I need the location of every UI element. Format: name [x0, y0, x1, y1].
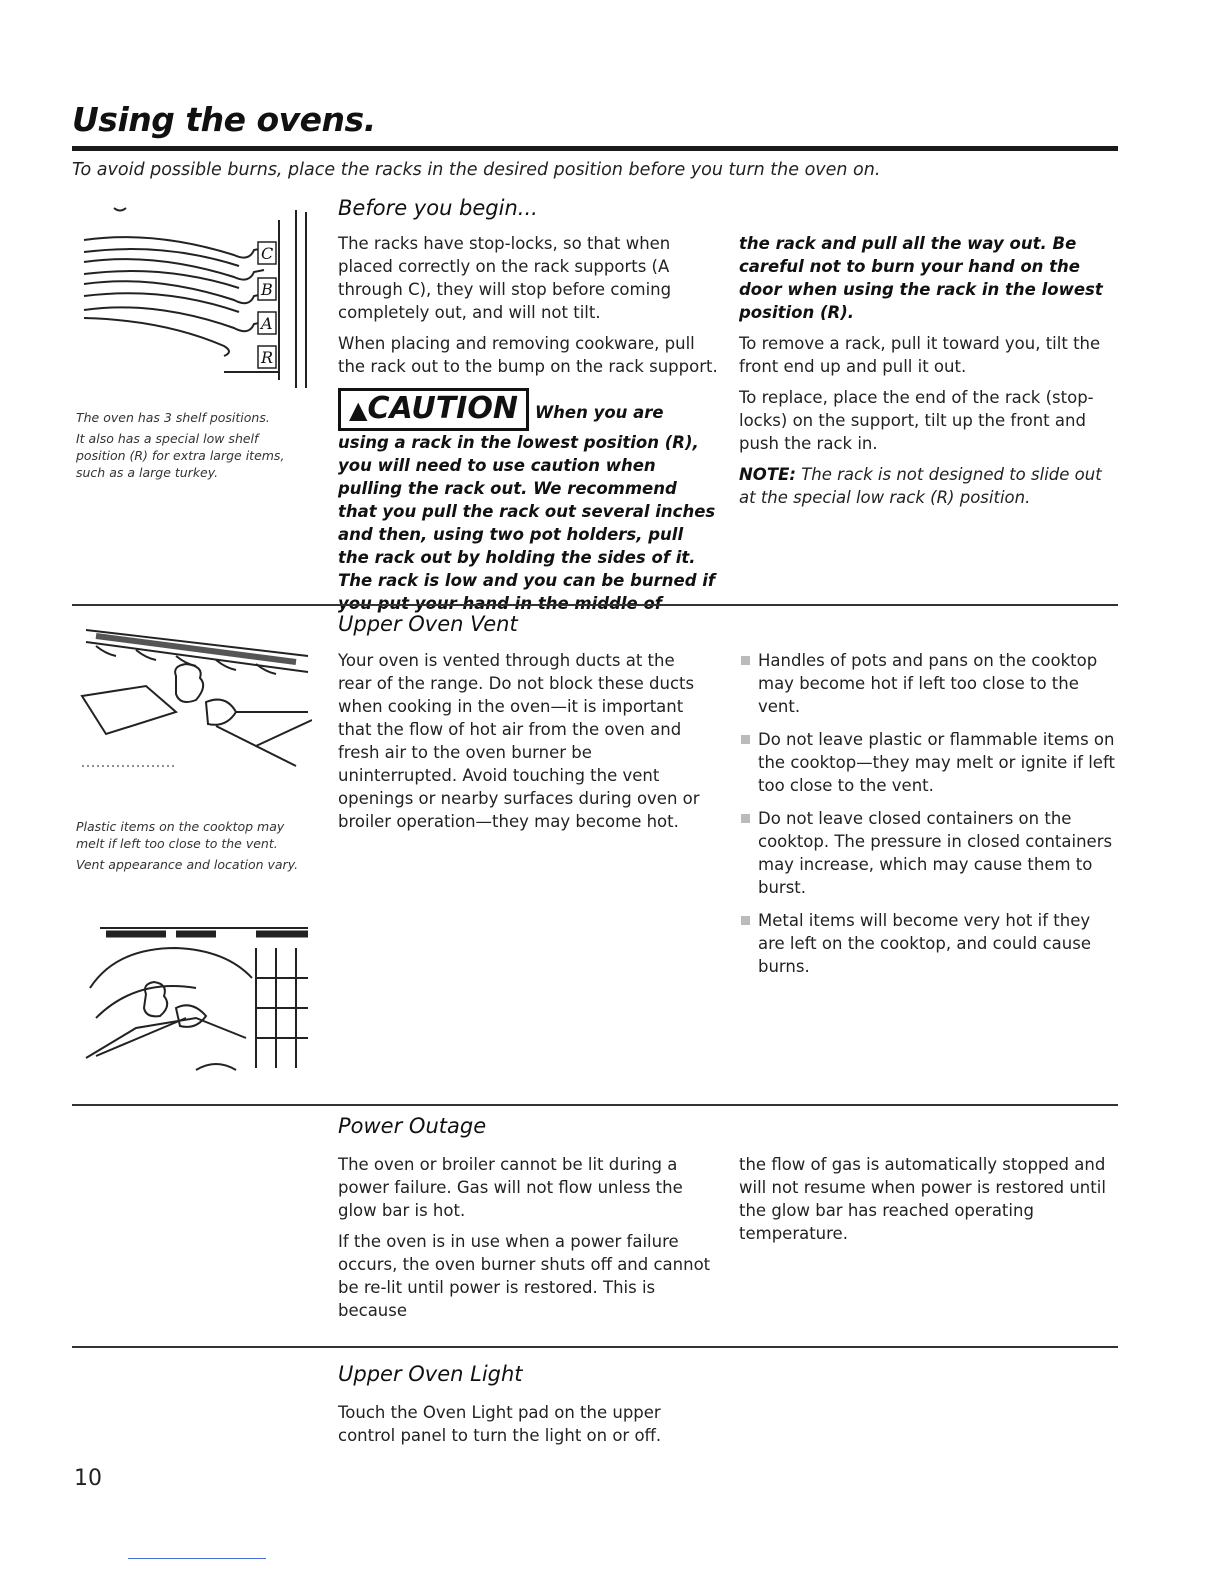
rack-figure-caption — [76, 409, 298, 485]
footer-link-underline — [128, 1558, 266, 1559]
rack-label-b: B — [261, 280, 273, 299]
paragraph: The oven or broiler cannot be lit during a power failure. Gas will not flow unless the glow bar is hot. — [338, 1155, 683, 1220]
cooktop-illustration — [76, 898, 312, 1078]
paragraph: Your oven is vented through ducts at the rear of the range. Do not block these ducts when cooking in the oven—it is important that the flow of hot air from the oven and fresh air to the oven burner be uninterrupted. Avoid touching the vent openings or nearby surfaces during oven or broiler operation—they may become hot. — [338, 651, 700, 831]
light-col1 — [338, 1401, 718, 1455]
note-label: NOTE: — [739, 465, 796, 484]
list-item-text: Do not leave plastic or flammable items on the cooktop—they may melt or ignite if left too close to the vent. — [758, 730, 1115, 795]
paragraph: If the oven is in use when a power failure occurs, the oven burner shuts off and cannot be re-lit until power is restored. This is because — [338, 1232, 711, 1320]
caution-text: When you are using a rack in the lowest position (R), you will need to use caution when pulling the rack out. We recommend that you pull the rack out several inches and then, using two pot holders, pull the rack out by holding the sides of it. The rack is low and you can be burned if — [338, 403, 716, 590]
bullet-square-icon — [741, 735, 750, 744]
paragraph: the flow of gas is automatically stopped and will not resume when power is restored until the glow bar has reached operating temperature. — [739, 1155, 1106, 1243]
list-item — [738, 909, 1116, 978]
before-col2 — [739, 232, 1113, 517]
power-col1 — [338, 1153, 718, 1330]
list-item-text: Do not leave closed containers on the cooktop. The pressure in closed containers may increase, which may cause them to burst. — [758, 809, 1113, 897]
vent-illustration — [76, 616, 312, 776]
section-heading-upper-oven-light: Upper Oven Light — [338, 1362, 523, 1386]
paragraph: To replace, place the end of the rack (stop-locks) on the support, tilt up the front and push the rack in. — [739, 388, 1094, 453]
paragraph: Touch the Oven Light pad on the upper control panel to turn the light on or off. — [338, 1403, 662, 1445]
section-divider — [72, 1346, 1118, 1348]
section-divider — [72, 604, 1118, 606]
vent-col1 — [338, 649, 712, 841]
note — [739, 463, 1113, 509]
section-heading-before-you-begin: Before you begin... — [338, 196, 538, 220]
caution-badge — [338, 388, 529, 431]
bullet-square-icon — [741, 916, 750, 925]
list-item — [738, 728, 1116, 797]
caption-line: It also has a special low shelf position (R) for extra large items, such as a large turkey. — [76, 431, 285, 480]
page-subtitle: To avoid possible burns, place the racks in the desired position before you turn the oven on. — [72, 160, 881, 180]
before-col1 — [338, 232, 718, 615]
caption-line: Vent appearance and location vary. — [76, 857, 299, 872]
vent-bullet-list — [738, 649, 1116, 978]
rack-label-r: R — [261, 348, 274, 367]
page-title: Using the ovens. — [72, 100, 376, 139]
bullet-square-icon — [741, 656, 750, 665]
rack-label-c: C — [261, 244, 274, 263]
vent-col2 — [738, 649, 1116, 988]
page-number: 10 — [74, 1466, 102, 1491]
list-item — [738, 649, 1116, 718]
title-rule — [72, 146, 1118, 151]
caution-label: CAUTION — [367, 391, 518, 426]
section-heading-power-outage: Power Outage — [338, 1114, 487, 1138]
paragraph: To remove a rack, pull it toward you, tilt the front end up and pull it out. — [739, 334, 1101, 376]
paragraph: When placing and removing cookware, pull the rack out to the bump on the rack support. — [338, 334, 718, 376]
paragraph: The racks have stop-locks, so that when placed correctly on the rack supports (A through C), they will stop before coming completely out, and will not tilt. — [338, 234, 672, 322]
caption-line: The oven has 3 shelf positions. — [76, 410, 270, 425]
caption-line: Plastic items on the cooktop may melt if left too close to the vent. — [76, 819, 285, 851]
list-item-text: Metal items will become very hot if they are left on the cooktop, and could cause burns. — [758, 911, 1091, 976]
rack-label-a: A — [261, 314, 273, 333]
caution-warning-icon: ▲ — [349, 396, 368, 424]
section-divider — [72, 1104, 1118, 1106]
caution-block — [338, 388, 718, 615]
vent-figure-caption — [76, 818, 316, 877]
note-text: The rack is not designed to slide out at the special low rack (R) position. — [739, 465, 1102, 507]
list-item — [738, 807, 1116, 899]
caution-continued: the rack and pull all the way out. Be careful not to burn your hand on the door when using the rack in the lowest position (R). — [739, 234, 1103, 322]
list-item-text: Handles of pots and pans on the cooktop may become hot if left too close to the vent. — [758, 651, 1098, 716]
section-heading-upper-oven-vent: Upper Oven Vent — [338, 612, 518, 636]
bullet-square-icon — [741, 814, 750, 823]
rack-positions-illustration — [74, 200, 324, 390]
power-col2 — [739, 1153, 1113, 1253]
